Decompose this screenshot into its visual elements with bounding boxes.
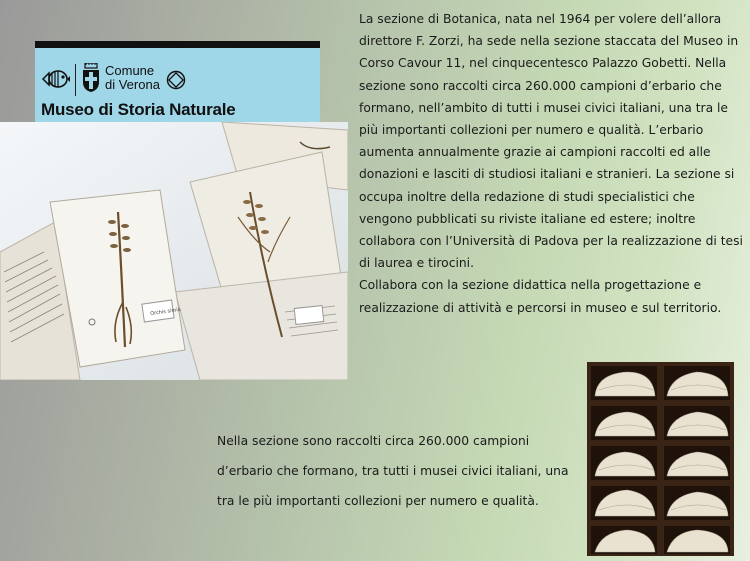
bottom-summary [217,426,577,516]
museum-logo-banner [35,48,320,122]
main-paragraph-1: La sezione di Botanica, nata nel 1964 per volere dell’allora direttore F. Zorzi, ha sede nella sezione staccata del Museo in Corso Cavour 11, nel cinquecentesco Palazzo Gobetti. Nella sezione sono raccolti circa 260.000 campioni d’erbario che formano, nell’ambito di tutti i musei civici italiani, una tra le più importanti collezioni per numero e qualità. L’erbario aumenta annualmente grazie ai campioni raccolti ed alle donazioni e lasciti di studiosi italiani e stranieri. La sezione si occupa inoltre della redazione di studi specialistici che vengono pubblicati su riviste italiane ed estere; inoltre collabora con l’Università di Padova per la realizzazione di tesi di laurea e tirocini. [359,12,743,271]
logo-top-bar [35,41,320,48]
fish-skeleton-icon [41,66,71,92]
verona-crest-icon [81,63,101,93]
herbarium-photo-drawing [0,122,348,380]
herbarium-label-text: Orchis simia [149,306,182,318]
comune-line2: di Verona [105,77,160,92]
comune-line1: Comune [105,63,155,78]
unesco-heritage-icon [166,70,186,90]
herbarium-sheets-photo [0,122,348,380]
main-description [359,8,744,319]
main-paragraph-2: Collabora con la sezione didattica nella progettazione e realizzazione di attività e percorsi in museo e sul territorio. [359,278,722,315]
shelves-photo-drawing [587,362,734,556]
herbarium-shelves-photo [587,362,734,556]
bottom-line-1: Nella sezione sono raccolti circa 260.000 campioni [217,434,530,448]
museum-title: Museo di Storia Naturale [41,100,236,119]
comune-di-verona-text [105,64,160,92]
logo-divider [75,64,76,96]
bottom-line-3: tra le più importanti collezioni per numero e qualità. [217,494,539,508]
bottom-line-2: d’erbario che formano, tra tutti i musei civici italiani, una [217,464,569,478]
